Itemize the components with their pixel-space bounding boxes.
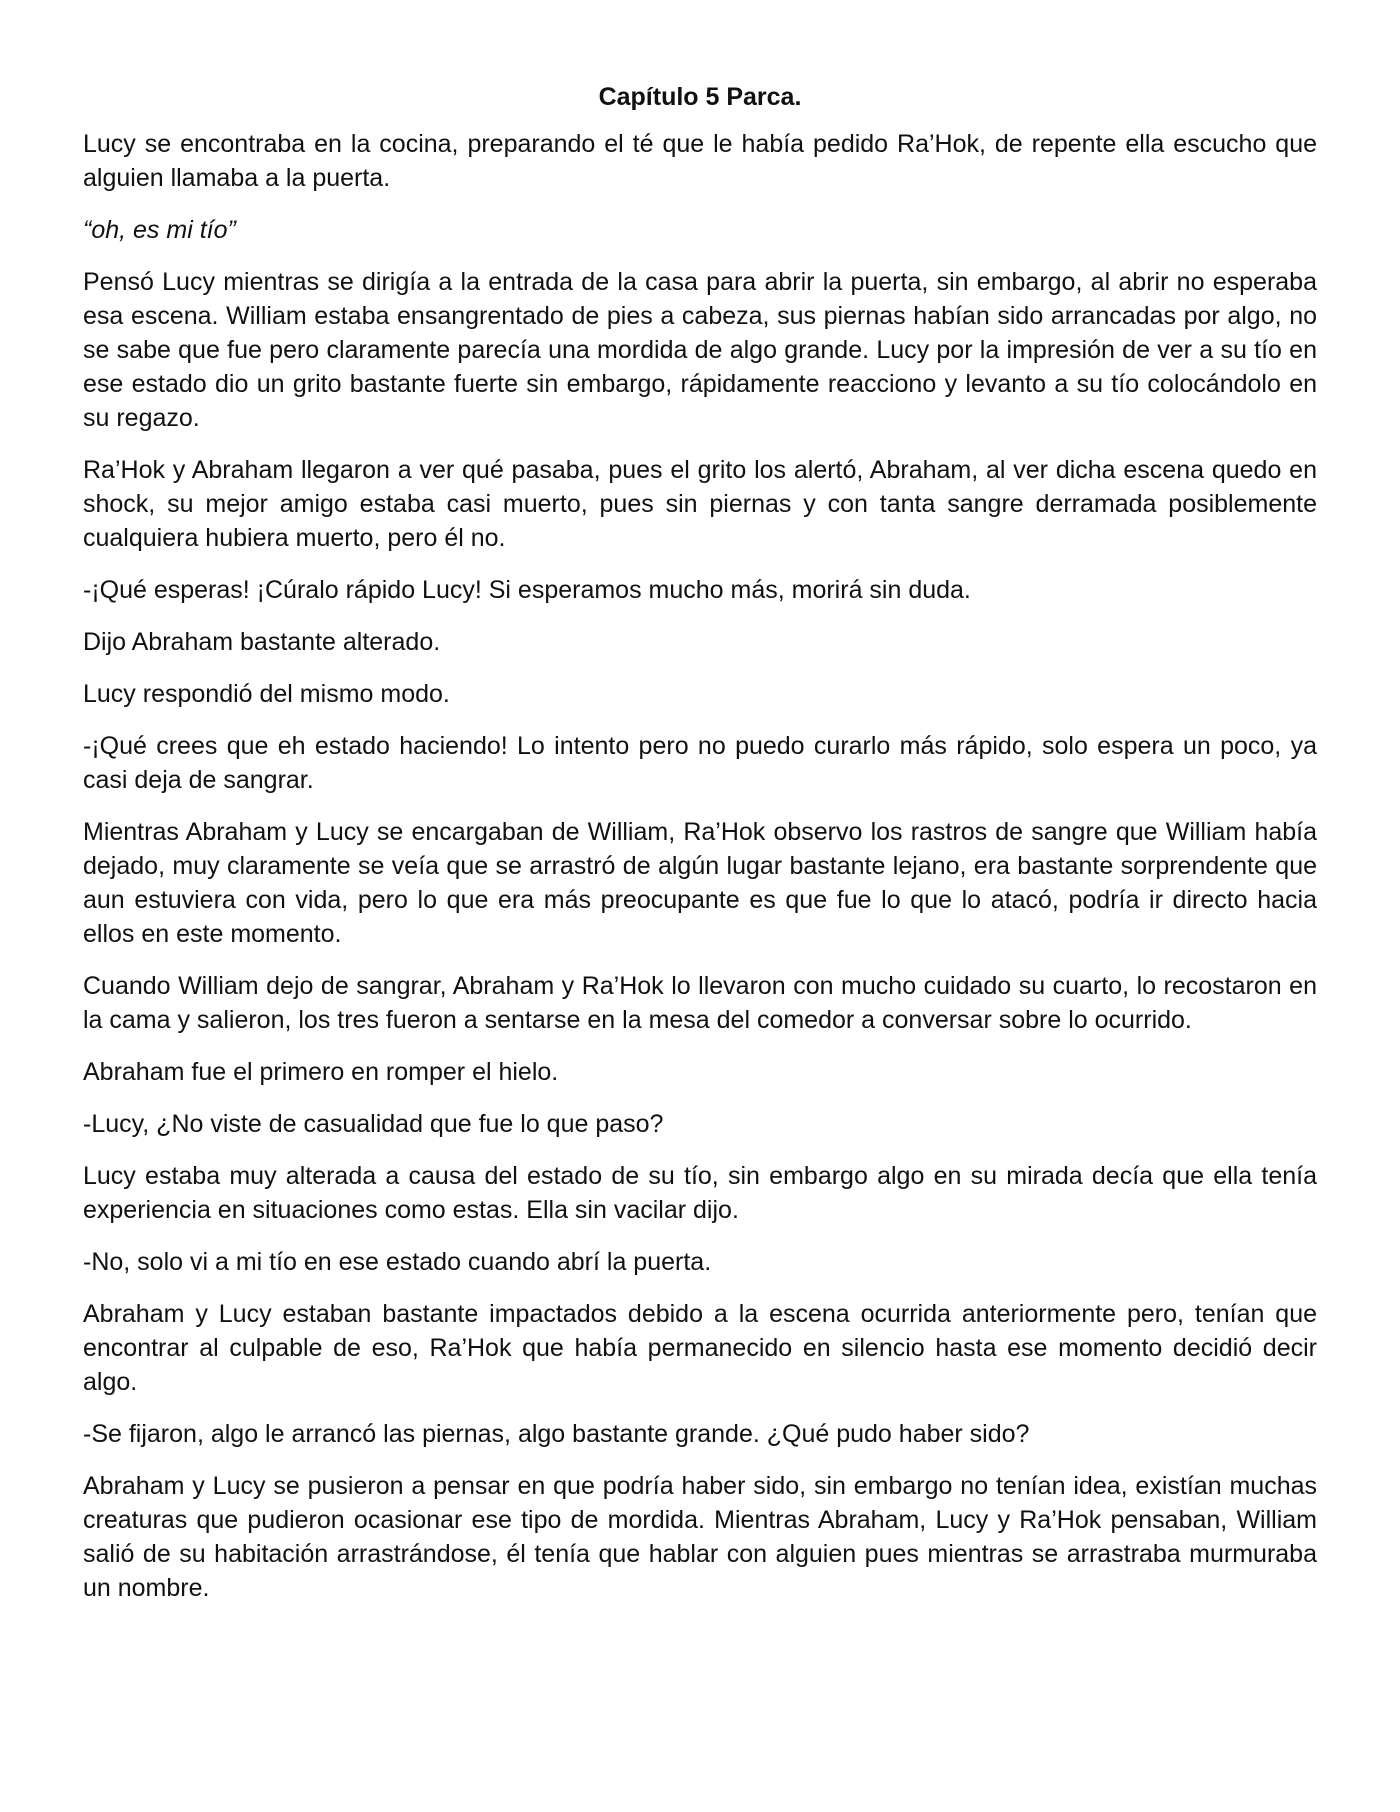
paragraph-1: Lucy se encontraba en la cocina, preparando el té que le había pedido Ra’Hok, de repente ella escucho que alguien llamaba a la puerta. bbox=[83, 130, 1317, 192]
paragraph-2-thought: “oh, es mi tío” bbox=[83, 216, 236, 244]
paragraph-5-dialogue: -¡Qué esperas! ¡Cúralo rápido Lucy! Si esperamos mucho más, morirá sin duda. bbox=[83, 576, 971, 604]
paragraph-15: Abraham y Lucy estaban bastante impactados debido a la escena ocurrida anteriormente pero, tenían que encontrar al culpable de eso, Ra’Hok que había permanecido en silencio hasta ese momento decidió decir algo. bbox=[83, 1300, 1317, 1396]
paragraph-8-dialogue: -¡Qué crees que eh estado haciendo! Lo intento pero no puedo curarlo más rápido, solo espera un poco, ya casi deja de sangrar. bbox=[83, 732, 1317, 794]
paragraph-17: Abraham y Lucy se pusieron a pensar en que podría haber sido, sin embargo no tenían idea, existían muchas creaturas que pudieron ocasionar ese tipo de mordida. Mientras Abraham, Lucy y Ra’Hok pensaban, William salió de su habitación arrastrándose, él tenía que hablar con alguien pues mientras se arrastraba murmuraba un nombre. bbox=[83, 1472, 1317, 1602]
paragraph-14-dialogue: -No, solo vi a mi tío en ese estado cuando abrí la puerta. bbox=[83, 1248, 712, 1276]
paragraph-11: Abraham fue el primero en romper el hielo. bbox=[83, 1058, 559, 1086]
document-page bbox=[83, 80, 1317, 1623]
paragraph-16-dialogue: -Se fijaron, algo le arrancó las piernas, algo bastante grande. ¿Qué pudo haber sido? bbox=[83, 1420, 1030, 1448]
paragraph-4: Ra’Hok y Abraham llegaron a ver qué pasaba, pues el grito los alertó, Abraham, al ver dicha escena quedo en shock, su mejor amigo estaba casi muerto, pues sin piernas y con tanta sangre derramada posiblemente cualquiera hubiera muerto, pero él no. bbox=[83, 456, 1317, 552]
paragraph-9: Mientras Abraham y Lucy se encargaban de William, Ra’Hok observo los rastros de sangre que William había dejado, muy claramente se veía que se arrastró de algún lugar bastante lejano, era bastante sorprendente que aun estuviera con vida, pero lo que era más preocupante es que fue lo que lo atacó, podría ir directo hacia ellos en este momento. bbox=[83, 818, 1317, 948]
paragraph-12-dialogue: -Lucy, ¿No viste de casualidad que fue lo que paso? bbox=[83, 1110, 664, 1138]
paragraph-3: Pensó Lucy mientras se dirigía a la entrada de la casa para abrir la puerta, sin embargo, al abrir no esperaba esa escena. William estaba ensangrentado de pies a cabeza, sus piernas habían sido arrancadas por algo, no se sabe que fue pero claramente parecía una mordida de algo grande. Lucy por la impresión de ver a su tío en ese estado dio un grito bastante fuerte sin embargo, rápidamente reacciono y levanto a su tío colocándolo en su regazo. bbox=[83, 268, 1317, 432]
chapter-title: Capítulo 5 Parca. bbox=[598, 83, 802, 111]
paragraph-6: Dijo Abraham bastante alterado. bbox=[83, 628, 441, 656]
paragraph-10: Cuando William dejo de sangrar, Abraham y Ra’Hok lo llevaron con mucho cuidado su cuarto, lo recostaron en la cama y salieron, los tres fueron a sentarse en la mesa del comedor a conversar sobre lo ocurrido. bbox=[83, 972, 1317, 1034]
paragraph-7: Lucy respondió del mismo modo. bbox=[83, 680, 450, 708]
paragraph-13: Lucy estaba muy alterada a causa del estado de su tío, sin embargo algo en su mirada decía que ella tenía experiencia en situaciones como estas. Ella sin vacilar dijo. bbox=[83, 1162, 1317, 1224]
